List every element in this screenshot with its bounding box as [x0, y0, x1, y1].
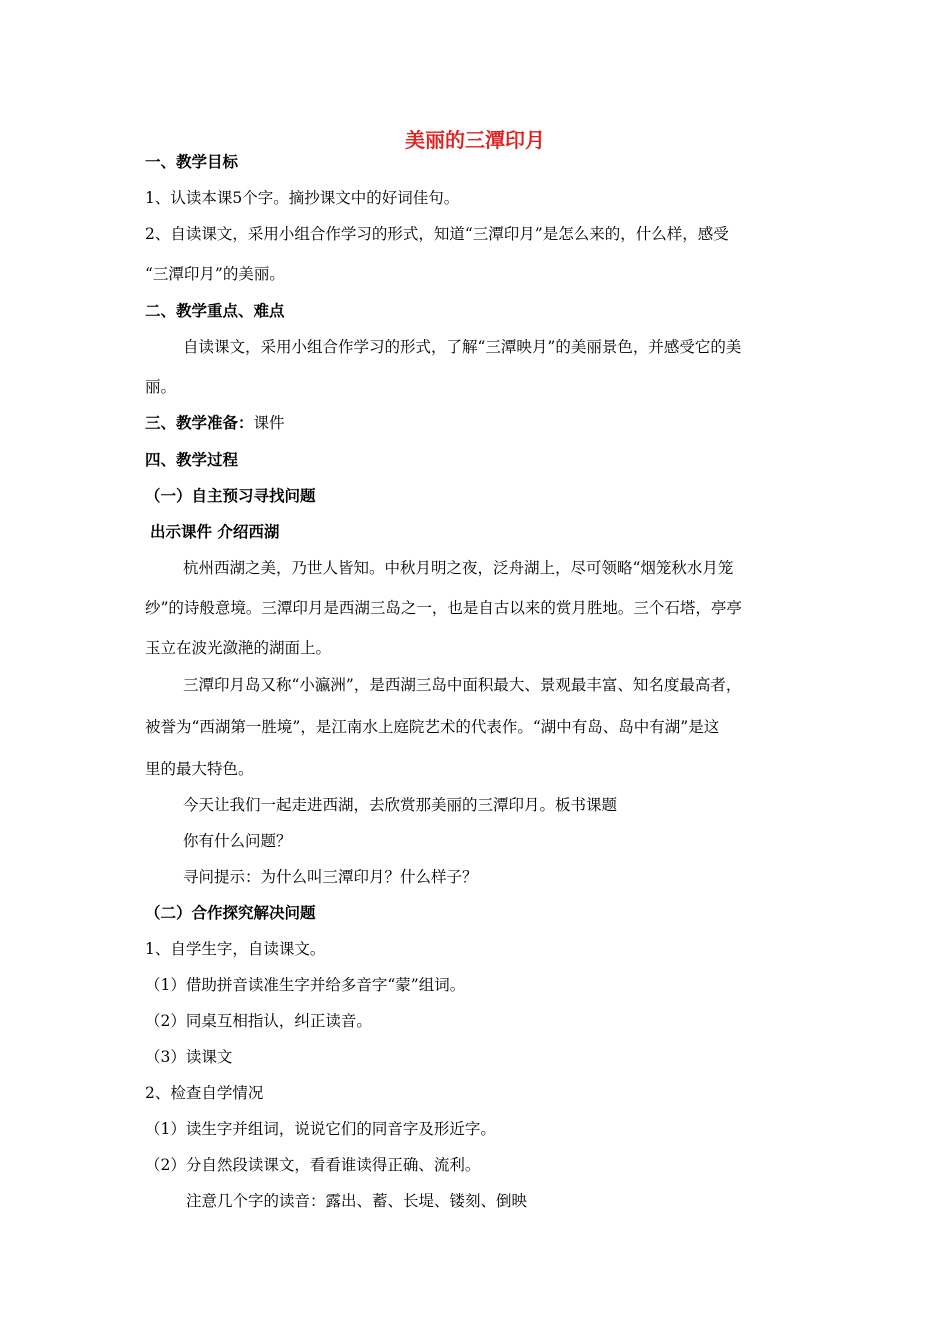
step-1-b: （2）同桌互相指认，纠正读音。 — [145, 1012, 372, 1030]
goal-item-2-line-1: 2、自读课文，采用小组合作学习的形式，知道“三潭印月”是怎么来的，什么样，感受 — [145, 225, 729, 243]
process-heading: 四、教学过程 — [145, 451, 239, 469]
part-1-heading: （一）自主预习寻找问题 — [145, 487, 316, 505]
prep-heading: 三、教学准备： — [145, 414, 254, 432]
prep-line — [145, 413, 815, 433]
paragraph-4: 你有什么问题？ — [183, 832, 292, 850]
paragraph-3: 今天让我们一起走进西湖，去欣赏那美丽的三潭印月。板书课题 — [183, 796, 618, 814]
goal-item-2-line-2: “三潭印月”的美丽。 — [145, 265, 285, 283]
step-2: 2、检查自学情况 — [145, 1084, 264, 1102]
focus-heading: 二、教学重点、难点 — [145, 302, 285, 320]
goal-item-1: 1、认读本课5个字。摘抄课文中的好词佳句。 — [145, 189, 460, 207]
part-1-subheading: 出示课件 介绍西湖 — [150, 523, 280, 541]
prep-value: 课件 — [253, 414, 285, 432]
goals-heading: 一、教学目标 — [145, 153, 239, 171]
document-title: 美丽的三潭印月 — [405, 128, 545, 152]
step-1: 1、自学生字，自读课文。 — [145, 940, 326, 958]
paragraph-2-line-3: 里的最大特色。 — [145, 760, 254, 778]
step-1-c: （3）读课文 — [145, 1048, 233, 1066]
focus-paragraph-line-2: 丽。 — [145, 378, 177, 396]
paragraph-1-line-2: 纱”的诗般意境。三潭印月是西湖三岛之一，也是自古以来的赏月胜地。三个石塔，亭亭 — [145, 599, 742, 617]
part-2-heading: （二）合作探究解决问题 — [145, 904, 316, 922]
paragraph-5: 寻问提示：为什么叫三潭印月？什么样子？ — [183, 868, 478, 886]
step-2-b: （2）分自然段读课文，看看谁读得正确、流利。 — [145, 1156, 481, 1174]
paragraph-2-line-1: 三潭印月岛又称“小瀛洲”，是西湖三岛中面积最大、景观最丰富、知名度最高者， — [183, 676, 742, 694]
step-1-a: （1）借助拼音读准生字并给多音字“蒙”组词。 — [145, 976, 466, 994]
focus-paragraph-line-1: 自读课文，采用小组合作学习的形式，了解“三潭映月”的美丽景色，并感受它的美 — [183, 338, 742, 356]
step-2-a: （1）读生字并组词，说说它们的同音字及形近字。 — [145, 1120, 496, 1138]
paragraph-1-line-3: 玉立在波光潋滟的湖面上。 — [145, 639, 332, 657]
paragraph-2-line-2: 被誉为“西湖第一胜境”，是江南水上庭院艺术的代表作。“湖中有岛、岛中有湖”是这 — [145, 718, 720, 736]
paragraph-1-line-1: 杭州西湖之美，乃世人皆知。中秋月明之夜，泛舟湖上，尽可领略“烟笼秋水月笼 — [183, 559, 734, 577]
step-2-note: 注意几个字的读音：露出、蓄、长堤、镂刻、倒映 — [186, 1192, 528, 1210]
